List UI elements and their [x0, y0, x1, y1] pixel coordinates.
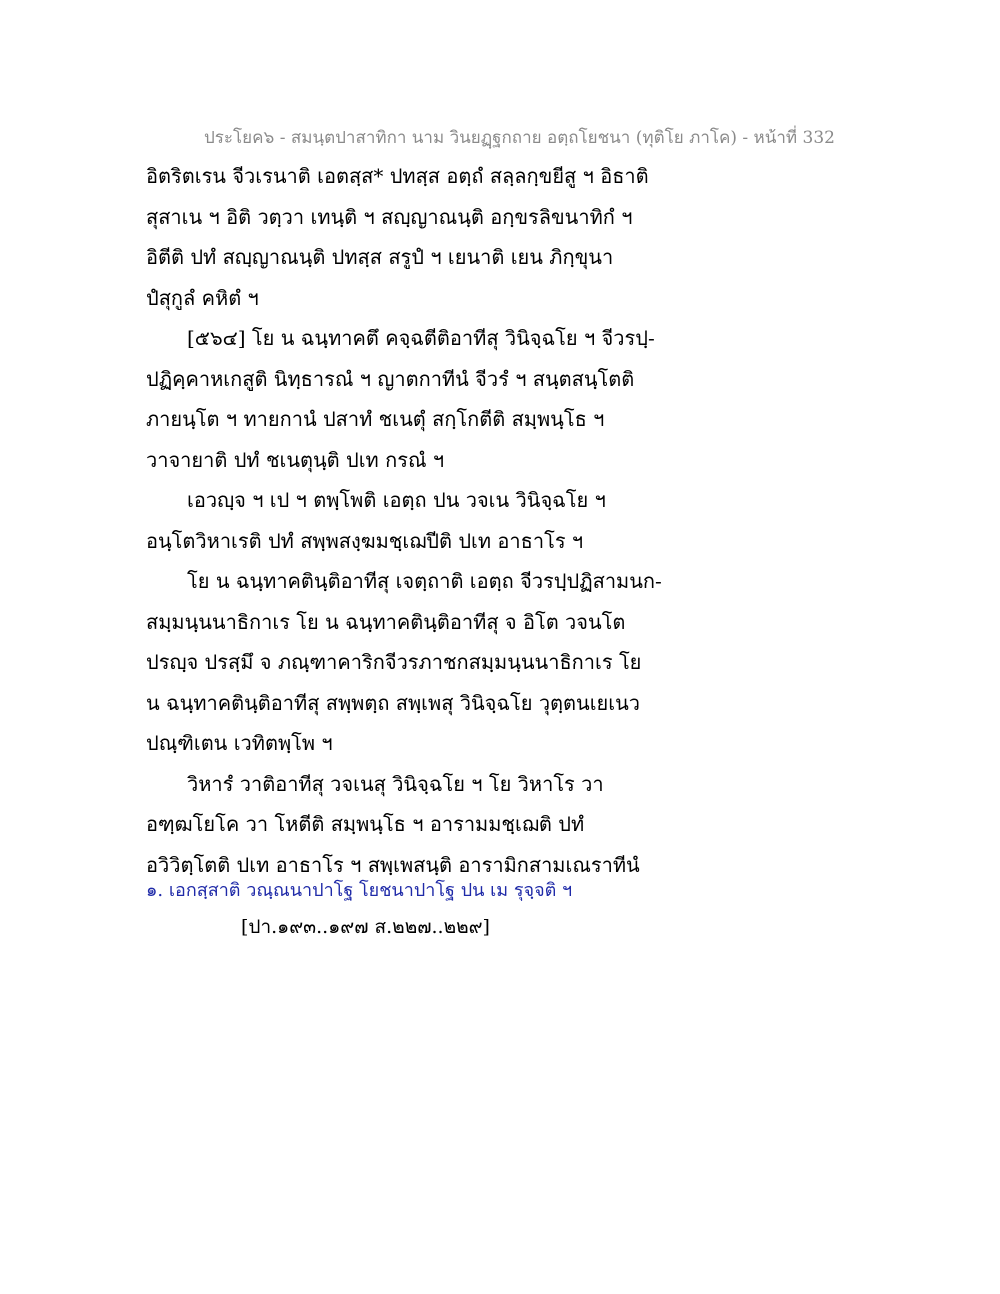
text-line: ภายนฺโต ฯ ทายกานํ ปสาทํ ชเนตุํ สกฺโกตีติ สมฺพนฺโธ ฯ	[146, 407, 605, 431]
page-reference: [ปา.๑๙๓..๑๙๗ ส.๒๒๗..๒๒๙]	[241, 916, 490, 938]
footnote: ๑. เอกสฺสาติ วณฺณนาปาโฐ โยชนาปาโฐ ปน เม รุจฺจติ ฯ	[146, 880, 573, 901]
text-line: [๕๖๔] โย น ฉนฺทาคตึ คจฺฉตีติอาทีสุ วินิจฺฉโย ฯ จีวรปฺ-	[187, 326, 655, 350]
text-line: เอวญฺจ ฯ เป ฯ ตพฺโพติ เอตฺถ ปน วจเน วินิจฺฉโย ฯ	[187, 488, 606, 512]
text-line: อวิวิตฺโตติ ปเท อาธาโร ฯ สพฺเพสนฺติ อารามิกสามเณราทีนํ	[146, 852, 640, 877]
text-line: โย น ฉนฺทาคตินฺติอาทีสุ เจตฺถาติ เอตฺถ จีวรปฺปฏิสามนก-	[187, 569, 662, 593]
text-line: สมฺมนฺนนาธิกาเร โย น ฉนฺทาคตินฺติอาทีสุ จ อิโต วจนโต	[146, 609, 626, 634]
text-line: อิตีติ ปทํ สญฺญาณนฺติ ปทสฺส สรูปํ ฯ เยนาติ เยน ภิกฺขุนา	[146, 245, 614, 269]
text-line: น ฉนฺทาคตินฺติอาทีสุ สพฺพตฺถ สพฺเพสุ วินิจฺฉโย วุตฺตนเยเนว	[146, 690, 640, 715]
text-line: วิหารํ วาติอาทีสุ วจเนสุ วินิจฺฉโย ฯ โย วิหาโร วา	[187, 771, 604, 796]
text-line: ปฏิคฺคาหเกสูติ นิทฺธารณํ ฯ ญาตกาทีนํ จีวรํ ฯ สนฺตสนฺโตติ	[146, 366, 635, 391]
text-line: ปรญฺจ ปรสฺมึ จ ภณฺฑาคาริกจีวรภาชกสมฺมนฺนนาธิกาเร โย	[146, 650, 642, 674]
text-line: ปํสุกูลํ คหิตํ ฯ	[146, 285, 259, 310]
running-header: ประโยค๖ - สมนฺตปาสาทิกา นาม วินยฏฺฐกถาย อตฺถโยชนา (ทุติโย ภาโค) - หน้าที่ 332	[204, 128, 835, 148]
text-line: อฑฺฒโยโค วา โหตีติ สมฺพนฺโธ ฯ อารามมชฺเฌติ ปทํ	[146, 812, 585, 836]
body-text	[146, 156, 662, 885]
text-line: อนฺโตวิหาเรติ ปทํ สพฺพสงฺฆมชฺเฌปีติ ปเท อาธาโร ฯ	[146, 528, 584, 553]
text-line: สุสาเน ฯ อิติ วตฺวา เทนฺติ ฯ สญฺญาณนฺติ อกฺขรลิขนาทิกํ ฯ	[146, 204, 633, 229]
text-line: ปณฺฑิเตน เวทิตพฺโพ ฯ	[146, 731, 333, 755]
text-line: อิตริตเรน จีวเรนาติ เอตสฺส* ปทสฺส อตฺถํ สลฺลกฺขยีสู ฯ อิธาติ	[146, 164, 649, 188]
text-line: วาจายาติ ปทํ ชเนตุนฺติ ปเท กรณํ ฯ	[146, 447, 445, 472]
